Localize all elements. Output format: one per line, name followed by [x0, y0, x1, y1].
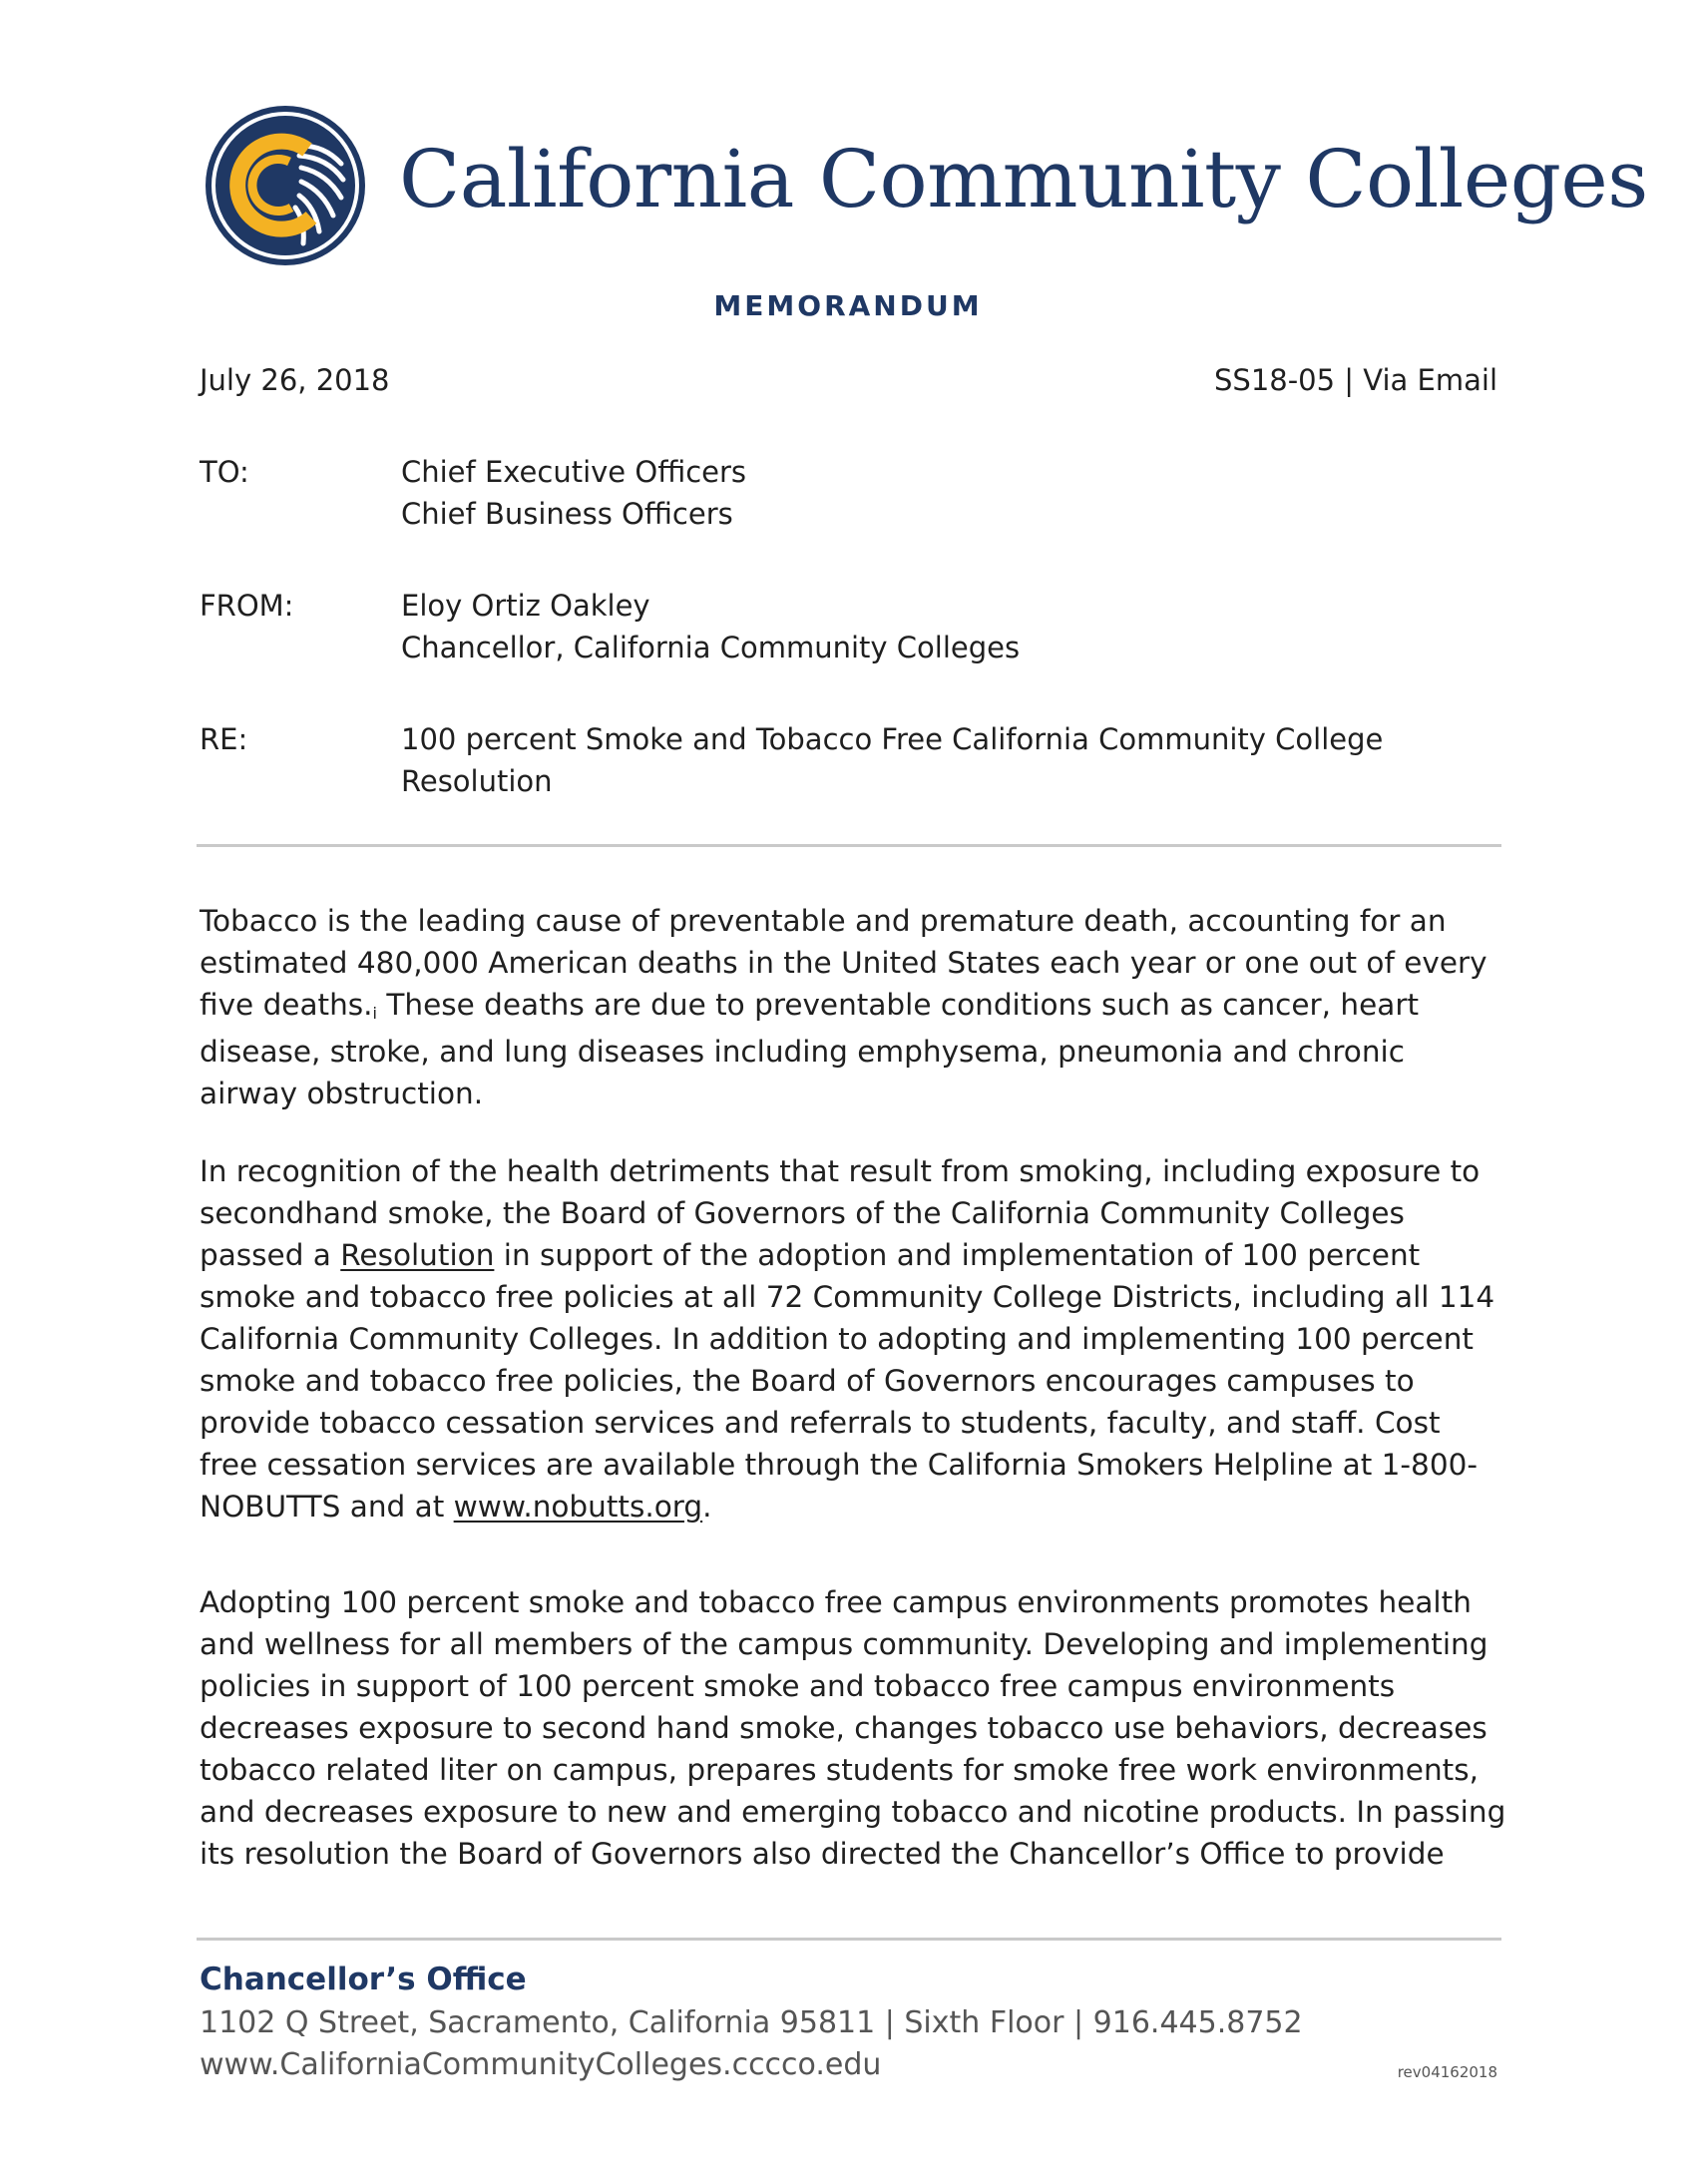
resolution-link[interactable]: Resolution [340, 1238, 495, 1272]
re-line: Resolution [401, 764, 553, 798]
body-text: These deaths are due to preventable conditions such as cancer, heart disease, stroke, and lung diseases including emphysema, pneumonia and chronic airway obstruction. [200, 988, 1420, 1110]
body-text: Tobacco is the leading cause of preventable and premature death, accounting for an estimated 480,000 American deaths in the United States each year or one out of every five deaths. [200, 904, 1487, 1022]
body-text: in support of the adoption and implementation of 100 percent smoke and tobacco free policies at all 72 Community College Districts, including all 114 California Community Colleges. In addition to adopting and implementing 100 percent smoke and tobacco free policies, the Board of Governors encourages campuses to provide tobacco cessation services and referrals to students, faculty, and staff. Cost free cessation services are available through the California Smokers Helpline at 1-800-NOBUTTS and at [200, 1238, 1495, 1524]
footnote-marker[interactable]: i [372, 1004, 377, 1023]
to-value [401, 451, 746, 535]
re-value [401, 718, 1383, 802]
re-line: 100 percent Smoke and Tobacco Free California Community College [401, 722, 1384, 756]
footer-divider [197, 1938, 1501, 1941]
to-label: TO: [200, 455, 249, 489]
from-label: FROM: [200, 589, 294, 623]
body-text: Adopting 100 percent smoke and tobacco free campus environments promotes health and wellness for all members of the campus community. Developing and implementing policies in support of 100 percent smoke and tobacco free campus environments decreases exposure to second hand smoke, changes tobacco use behaviors, decreases tobacco related liter on campus, prepares students for smoke free work environments, and decreases exposure to new and emerging tobacco and nicotine products. In passing its resolution the Board of Governors also directed the Chancellor’s Office to provide [200, 1585, 1506, 1871]
from-line: Chancellor, California Community Colleges [401, 631, 1021, 664]
memo-date: July 26, 2018 [200, 363, 390, 397]
from-line: Eloy Ortiz Oakley [401, 589, 650, 623]
brand-name: California Community Colleges [399, 133, 1648, 225]
footer-address: 1102 Q Street, Sacramento, California 95811 | Sixth Floor | 916.445.8752 [200, 2005, 1303, 2040]
revision-code: rev04162018 [1397, 2063, 1497, 2081]
memo-title: MEMORANDUM [713, 289, 983, 322]
to-line: Chief Business Officers [401, 497, 733, 531]
body-paragraph-2 [200, 1150, 1506, 1528]
nobutts-link[interactable]: www.nobutts.org [453, 1490, 703, 1524]
footer-website[interactable]: www.CaliforniaCommunityColleges.cccco.edu [200, 2047, 882, 2082]
body-paragraph-1 [200, 900, 1506, 1114]
body-text: . [702, 1490, 712, 1524]
from-value [401, 585, 1020, 668]
body-text: In recognition of the health detriments that result from smoking, including exposure to secondhand smoke, the Board of Governors of the California Community Colleges passed a [200, 1154, 1481, 1272]
re-label: RE: [200, 722, 248, 756]
footer-office: Chancellor’s Office [200, 1962, 527, 1997]
to-line: Chief Executive Officers [401, 455, 747, 489]
body-paragraph-3 [200, 1581, 1506, 1875]
letterhead [200, 100, 1648, 269]
memo-reference: SS18-05 | Via Email [1214, 363, 1497, 397]
header-divider [197, 844, 1501, 847]
cccco-seal-logo-icon [204, 104, 367, 267]
